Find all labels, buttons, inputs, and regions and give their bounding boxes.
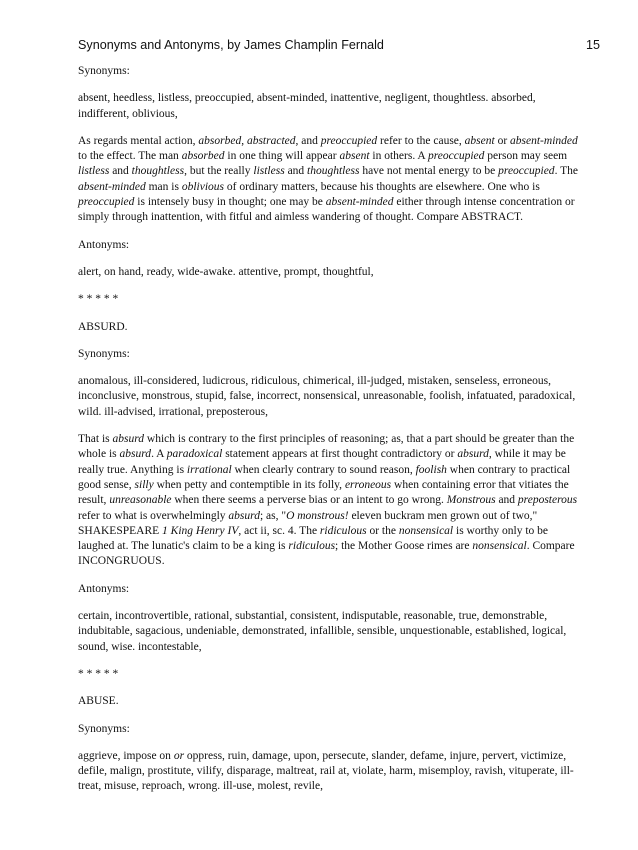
abuse-synonyms-list: aggrieve, impose on or oppress, ruin, damage, upon, persecute, slander, defame, injure, pervert, victimize, defile, malign, prostitute, vilify, disparage, maltreat, rail at, violate, harm, misemploy, ravish, vituperate, ill-treat, misuse, reproach, wrong. ill-use, molest, revile, xyxy=(78,749,574,793)
synonyms-label: Synonyms: xyxy=(78,347,130,360)
antonyms-label: Antonyms: xyxy=(78,582,130,595)
absent-discussion: As regards mental action, absorbed, abstracted, and preoccupied refer to the cause, absent or absent-minded to the effect. The man absorbed in one thing will appear absent in others. A preoccupied person may seem listless and thoughtless, but the really listless and thoughtless have not mental energy to be preoccupied. The absent-minded man is oblivious of ordinary matters, because his thoughts are elsewhere. One who is preoccupied is intensely busy in thought; one may be absent-minded either through intense concentration or simply through inattention, with fitful and aimless wandering of thought. Compare ABSTRACT. xyxy=(78,134,578,224)
section-separator: * * * * * xyxy=(78,293,119,306)
section-separator: * * * * * xyxy=(78,667,119,680)
synonyms-label: Synonyms: xyxy=(78,722,130,735)
antonyms-label: Antonyms: xyxy=(78,238,130,251)
running-header xyxy=(78,38,600,56)
absent-synonyms-list: absent, heedless, listless, preoccupied, absent-minded, inattentive, negligent, thoughtless. absorbed, indifferent, oblivious, xyxy=(78,92,536,120)
entry-heading-absurd: ABSURD. xyxy=(78,320,128,333)
page-number: 15 xyxy=(585,38,600,52)
absent-antonyms-list: alert, on hand, ready, wide-awake. attentive, prompt, thoughtful, xyxy=(78,265,374,278)
absurd-antonyms-list: certain, incontrovertible, rational, substantial, consistent, indisputable, reasonable, true, demonstrable, indubitable, sagacious, undeniable, demonstrated, infallible, sensible, unquestionable, established, logical, sound, wise. incontestable, xyxy=(78,610,567,653)
synonyms-label: Synonyms: xyxy=(78,65,130,77)
entry-heading-abuse: ABUSE. xyxy=(78,695,119,708)
absurd-discussion: That is absurd which is contrary to the first principles of reasoning; as, that a part should be greater than the whole is absurd. A paradoxical statement appears at first thought contradictory or absurd, while it may be really true. Anything is irrational when clearly contrary to sound reason, foolish when contrary to practical good sense, silly when petty and contemptible in its folly, erroneous when containing error that vitiates the result, unreasonable when there seems a perverse bias or an intent to go wrong. Monstrous and preposterous refer to what is overwhelmingly absurd; as, "O monstrous! eleven buckram men grown out of two," SHAKESPEARE 1 King Henry IV, act ii, sc. 4. The ridiculous or the nonsensical is worthy only to be laughed at. The lunatic's claim to be a king is ridiculous; the Mother Goose rimes are nonsensical. Compare INCONGRUOUS. xyxy=(78,433,578,568)
absurd-synonyms-list: anomalous, ill-considered, ludicrous, ridiculous, chimerical, ill-judged, mistaken, senseless, erroneous, inconclusive, monstrous, stupid, false, incorrect, nonsensical, unreasonable, foolish, infatuated, paradoxical, wild. ill-advised, irrational, preposterous, xyxy=(78,375,576,418)
page-content xyxy=(78,64,578,807)
book-title: Synonyms and Antonyms, by James Champlin Fernald xyxy=(78,38,384,52)
